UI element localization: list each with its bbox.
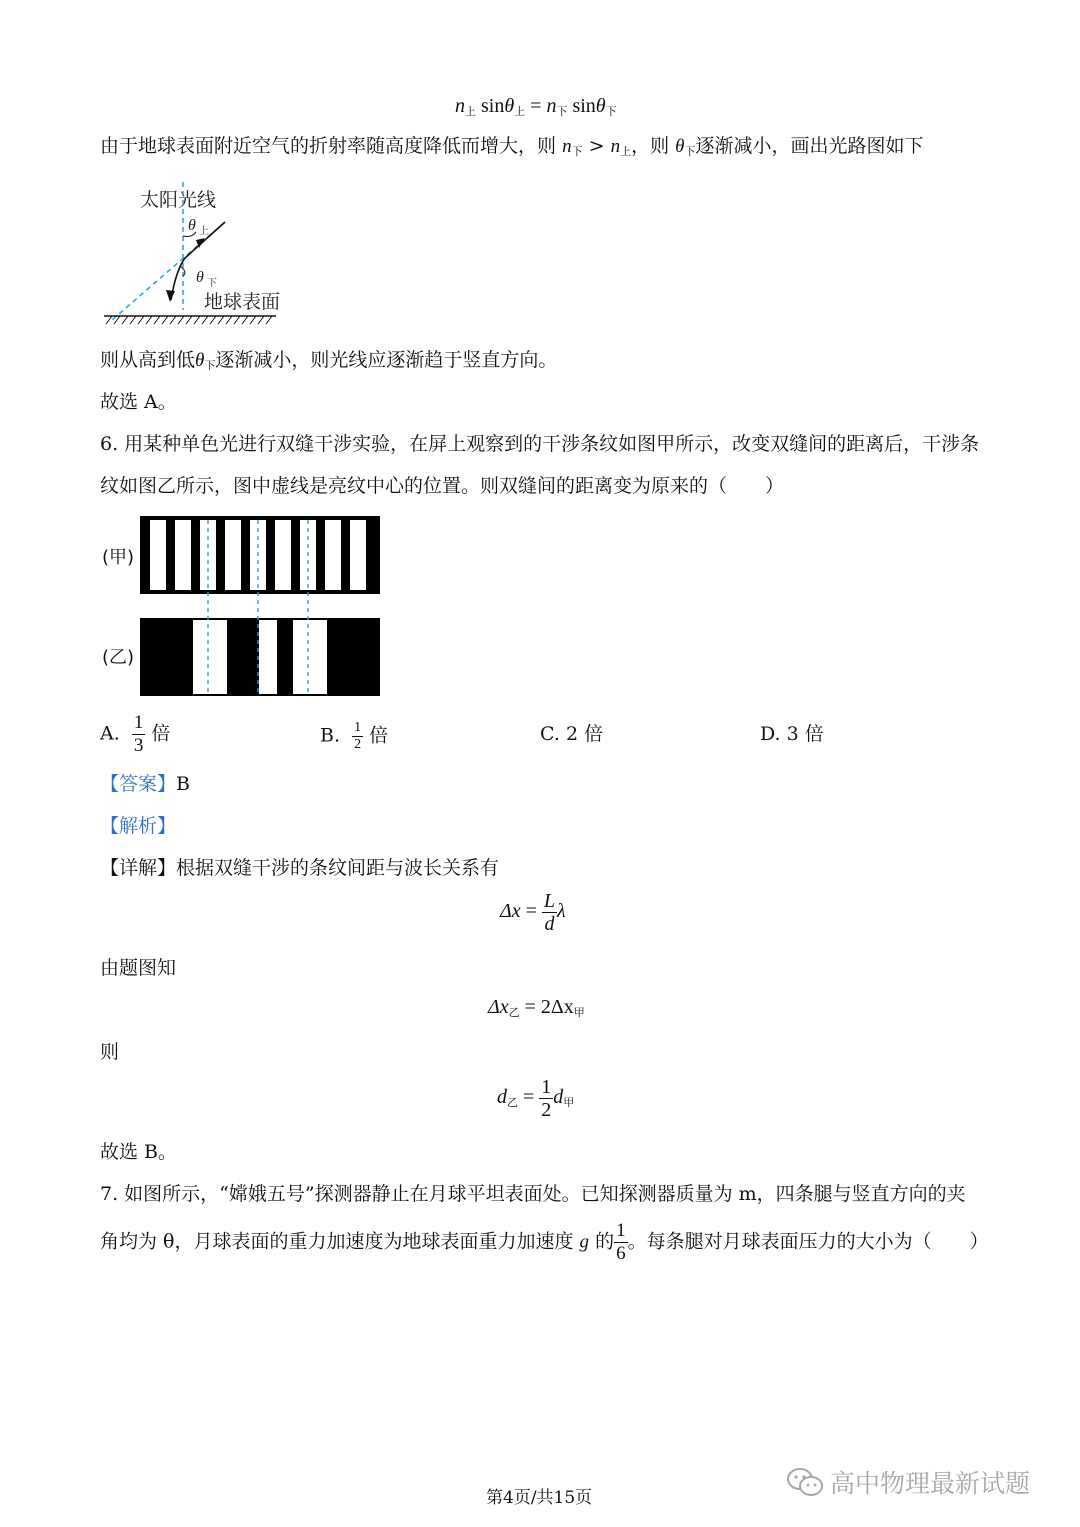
wechat-icon xyxy=(786,1466,824,1498)
watermark xyxy=(786,1464,1030,1500)
fraction: $\frac{1}{2}$ xyxy=(541,1076,552,1121)
option-c[interactable]: C. 2 倍 xyxy=(540,723,604,745)
earth-surface-label: 地球表面 xyxy=(204,291,281,313)
interference-fringes-figure xyxy=(138,514,382,700)
theta-down-label: θ xyxy=(196,269,204,286)
choose-b: 故选 B。 xyxy=(100,1141,178,1163)
fraction: $\frac{1}{2}$ xyxy=(354,720,362,752)
from-figure-line: 由题图知 xyxy=(100,957,177,979)
formula-spacing-ratio: $\Delta x_乙 = 2\Delta x_甲$ xyxy=(488,996,585,1019)
fig-yi-label: (乙) xyxy=(102,647,135,668)
sun-ray-label: 太阳光线 xyxy=(140,189,217,211)
light-path-diagram xyxy=(100,180,290,330)
q6-line1: 6. 用某种单色光进行双缝干涉实验，在屏上观察到的干涉条纹如图甲所示，改变双缝间的距离后，干涉条 xyxy=(100,433,980,455)
arrow-icon xyxy=(166,290,175,302)
fraction: $\frac{L}{d}$ xyxy=(543,890,556,935)
fraction: $\frac{1}{6}$ xyxy=(616,1220,626,1264)
q7-line1: 7. 如图所示，“嫦娥五号”探测器静止在月球平坦表面处。已知探测器质量为 m，四条腿与竖直方向的夹 xyxy=(100,1183,966,1205)
then-line: 则 xyxy=(100,1041,120,1063)
option-d[interactable]: D. 3 倍 xyxy=(760,723,824,745)
paragraph-conclusion: 则从高到低$\theta_下$逐渐减小，则光线应逐渐趋于竖直方向。 xyxy=(100,349,558,372)
page-number: 第4页/共15页 xyxy=(486,1488,593,1508)
q6-line2: 纹如图乙所示，图中虚线是亮纹中心的位置。则双缝间的距离变为原来的（ ） xyxy=(100,475,785,497)
fringe-pattern-jia xyxy=(140,516,380,594)
formula-snell: $n_上$ $\sin\theta_上 = n_下$ sinθ$_下$ xyxy=(455,95,617,118)
choose-a: 故选 A。 xyxy=(100,391,177,413)
detail-line: 【详解】根据双缝干涉的条纹间距与波长关系有 xyxy=(100,857,500,879)
option-a[interactable]: A. $\frac{1}{3}$ 倍 xyxy=(100,712,171,756)
fraction: $\frac{1}{3}$ xyxy=(133,712,144,756)
option-b[interactable]: B. $\frac{1}{2}$ 倍 xyxy=(320,720,389,752)
theta-up-label: θ xyxy=(188,217,196,234)
answer-line: 【答案】B xyxy=(100,773,190,795)
ground-hatching xyxy=(106,316,272,324)
q7-line2: 角均为 θ，月球表面的重力加速度为地球表面重力加速度 g 的 $\frac{1}{6}$ 。每条腿对月球表面压力的大小为（ ） xyxy=(100,1220,989,1264)
fringe-pattern-yi xyxy=(140,618,380,696)
formula-slit-distance: $d_乙$ = $\frac{1}{2}$ $d_甲$ xyxy=(497,1076,575,1121)
formula-fringe-spacing: Δx = $\frac{L}{d}$ λ xyxy=(500,890,566,935)
analysis-tag: 【解析】 xyxy=(100,815,177,837)
paragraph-refraction: 由于地球表面附近空气的折射率随高度降低而增大，则 $n_下 > n_上$，则 $\theta_下$逐渐减小，画出光路图如下 xyxy=(100,135,924,158)
watermark-text: 高中物理最新试题 xyxy=(830,1469,1031,1498)
fig-jia-label: (甲) xyxy=(102,547,135,568)
theta-up-sub: 上 xyxy=(199,226,209,237)
theta-down-sub: 下 xyxy=(207,278,217,289)
